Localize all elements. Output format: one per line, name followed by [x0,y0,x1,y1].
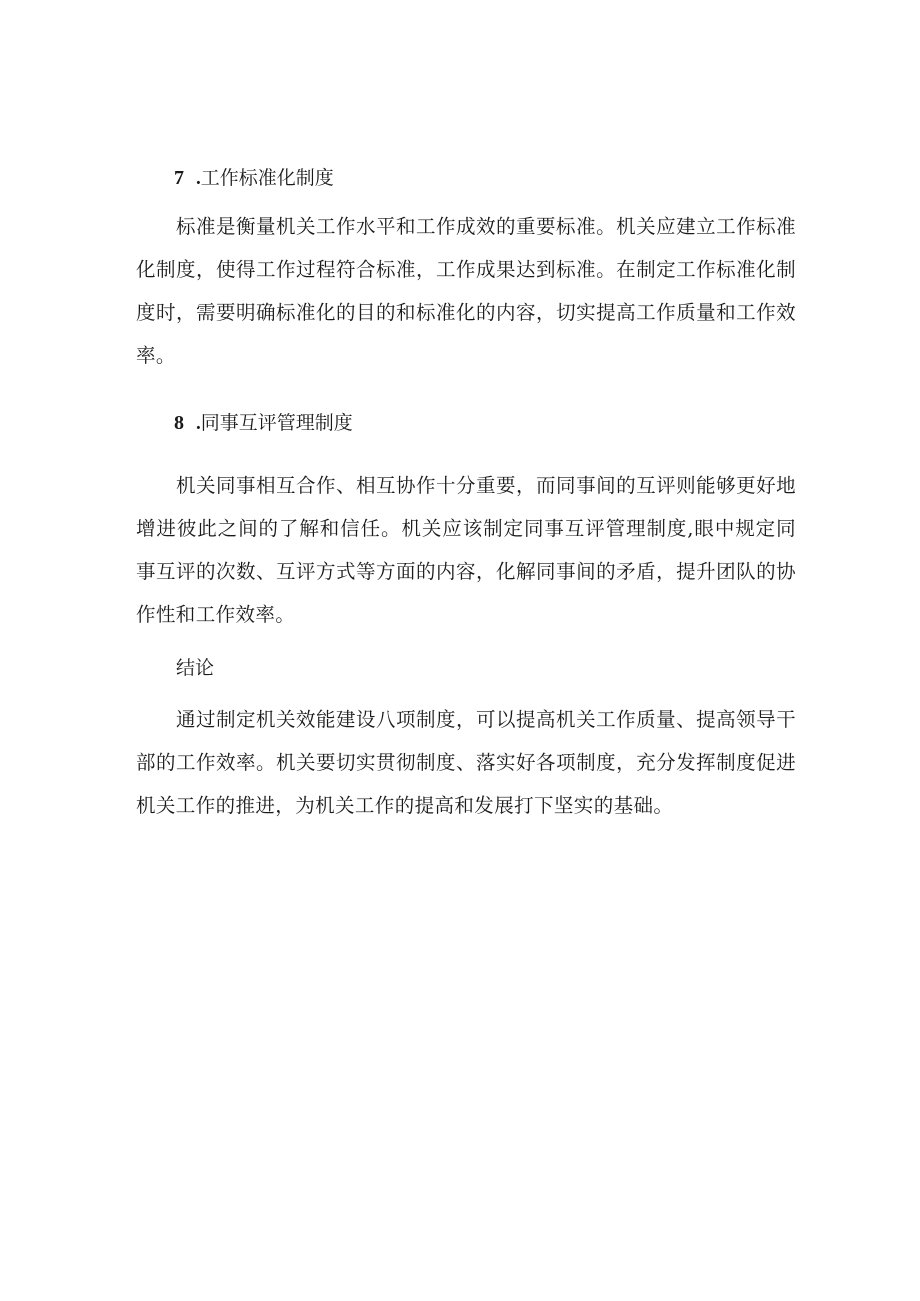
section-number: 8 [174,412,184,434]
section-body-8: 机关同事相互合作、相互协作十分重要，而同事间的互评则能够更好地增进彼此之间的了解和信任。机关应该制定同事互评管理制度,眼中规定同事互评的次数、互评方式等方面的内容，化解同事间的矛盾，提升团队的协作性和工作效率。 [136,474,796,626]
section-number: 7 [174,167,184,189]
section-number-dot: . [196,413,201,434]
document-page [136,158,796,827]
section-title: 同事互评管理制度 [200,412,353,434]
section-title: 工作标准化制度 [200,167,334,189]
section-body-7: 标准是衡量机关工作水平和工作成效的重要标准。机关应建立工作标准化制度，使得工作过程符合标准，工作成果达到标准。在制定工作标准化制度时，需要明确标准化的目的和标准化的内容，切实提高工作质量和工作效率。 [136,215,796,367]
conclusion-heading: 结论 [176,657,215,679]
section-heading-7 [136,158,796,199]
section-number-dot: . [196,168,201,189]
section-heading-8 [136,403,796,444]
conclusion-body: 通过制定机关效能建设八项制度，可以提高机关工作质量、提高领导干部的工作效率。机关要切实贯彻制度、落实好各项制度，充分发挥制度促进机关工作的推进，为机关工作的提高和发展打下坚实的基础。 [136,708,796,817]
